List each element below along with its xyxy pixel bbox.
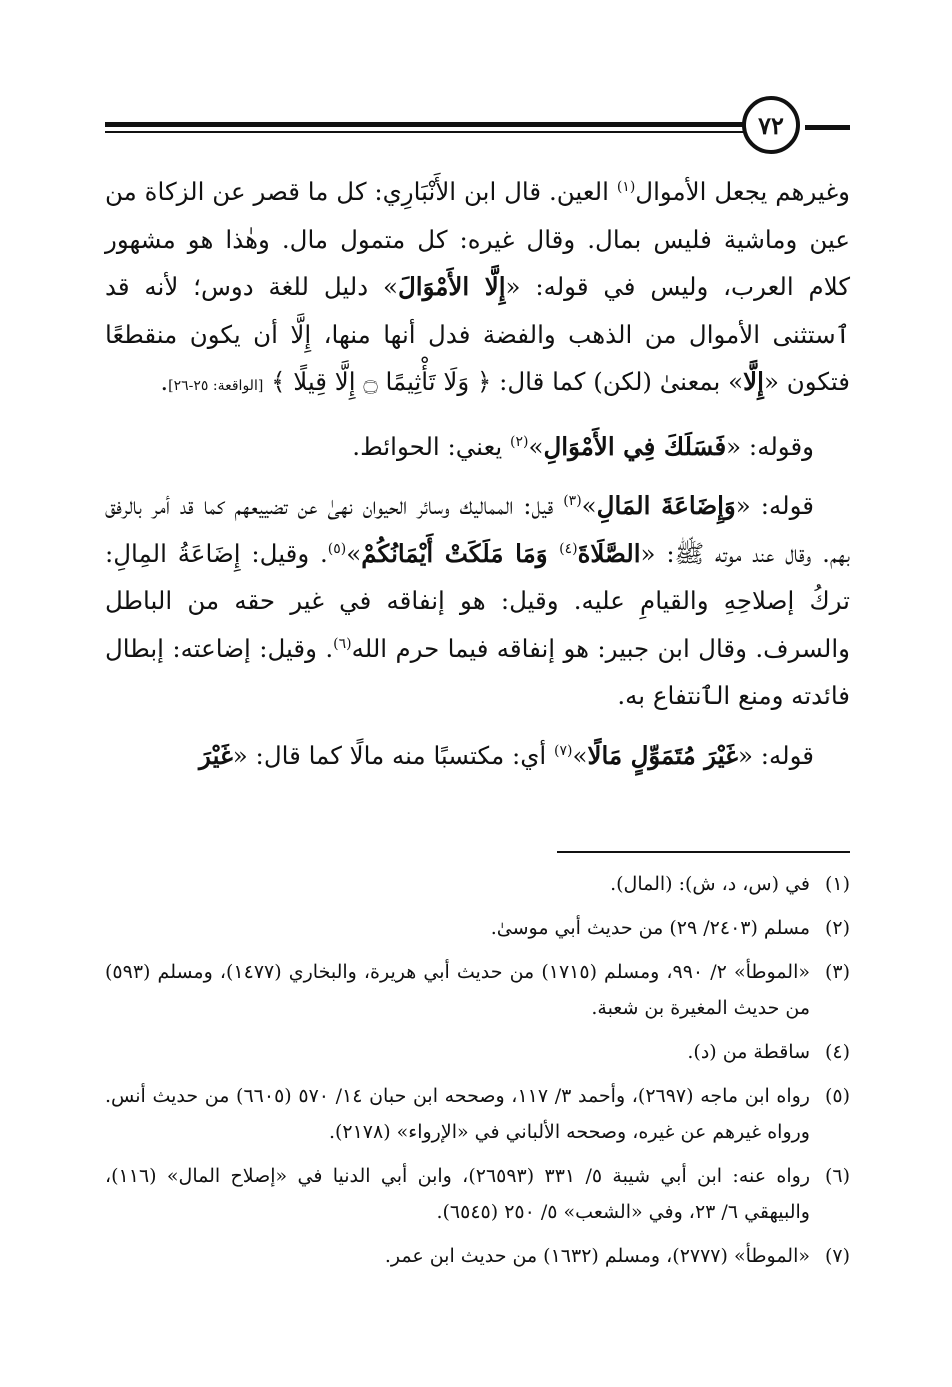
quoted-phrase: وَمَا مَلَكَتْ أَيْمَانُكُمْ [361,538,560,568]
footnote-text: ساقطة من (د). [687,1041,810,1063]
text-run: أي: مكتسبًا منه مالًا كما قال: « [232,740,555,770]
text-run: قوله: « [735,491,814,520]
footnote-text: «الموطأ» (٢٧٧٧)، ومسلم (١٦٣٢) من حديث ابن عمر. [384,1245,810,1267]
footnote [105,1078,850,1150]
footnote-marker: (٦) [333,635,352,652]
text-run: » بمعنىٰ (لكن) كما قال: ﴿ وَلَا تَأْثِيمًا ۝ إِلَّا قِيلًا ﴾ [263,367,744,396]
text-run: » [346,538,362,568]
paragraph [105,482,850,720]
text-run: . [160,367,169,396]
text-run: يعني: الحوائط. [352,431,510,461]
text-run: العين. قال ابن الأَنْبَارِي: كل ما قصر عن الزكاة من عين وماشية فليس بمال. وقال غيره: كل متمول مال. وهٰذا هو مشهور كلام العرب، وليس في قوله: « [105,177,850,301]
text-run: » [581,491,597,520]
footnote [105,866,850,902]
footnote-text: «الموطأ» ٢/ ٩٩٠، ومسلم (١٧١٥) من حديث أبي هريرة، والبخاري (١٤٧٧)، ومسلم (٥٩٣) من حديث المغيرة بن شعبة. [105,961,810,1019]
quoted-phrase: الصَّلَاةَ [577,538,641,568]
header-rule-right [805,125,850,130]
footnote-text: مسلم (٢٤٠٣/ ٢٩) من حديث أبي موسىٰ. [490,917,810,939]
footnote [105,954,850,1026]
footnote [105,1238,850,1274]
page-number: ٧٢ [742,96,800,154]
footnote-marker: (٢) [510,433,529,450]
page-header [105,96,850,160]
text-run: قيل: المماليك وسائر الحيوان نهىٰ عن تضييعهم كما قد أمر بالرفق بهم. وقال عند موته ﷺ: « [105,491,850,568]
footnote-number: (٧) [824,1245,850,1267]
footnote-marker: (٣) [563,492,582,509]
text-run: » [528,431,544,461]
footnotes [105,866,850,1282]
footnote-marker: (١) [616,178,636,195]
footnote-divider [557,851,850,853]
footnote-marker: (٥) [327,540,347,557]
text-run: وقوله: « [726,431,814,461]
text-run: . وقيل: إِضَاعَةُ المِالِ: تركُ إصلاحِهِ والقيامِ عليه. وقيل: هو إنفاقه في غير حقه من الباطل والسرف. وقال ابن جبير: هو إنفاقه فيما حرم الله [105,538,850,663]
paragraph [105,168,850,411]
footnote-text: رواه ابن ماجه (٢٦٩٧)، وأحمد ٣/ ١١٧، وصححه ابن حبان ١٤/ ٥٧٠ (٦٦٠٥) من حديث أنس. ورواه غيرهم عن غيره، وصححه الألباني في «الإرواء» (٢١٧٨). [105,1085,810,1143]
footnote-number: (١) [824,873,850,895]
footnote-text: رواه عنه: ابن أبي شيبة ٥/ ٣٣١ (٢٦٥٩٣)، وابن أبي الدنيا في «إصلاح المال» (١١٦)، والبيهقي ٦/ ٢٣، وفي «الشعب» ٥/ ٢٥٠ (٦٥٤٥). [105,1165,810,1223]
footnote-number: (٢) [824,917,850,939]
quoted-phrase: غَيْرَ مُتَمَوِّلٍ مَالًا [587,740,738,770]
text-run: » دليل للغة دوس؛ لأنه قد ٱستثنى الأموال من الذهب والفضة فدل أنها منها، إِلَّا أن يكون منقطعًا فتكون « [105,272,850,396]
paragraph [105,423,850,471]
footnote-number: (٣) [824,961,850,983]
quoted-phrase: فَسَلَكَ فِي الأَمْوَالِ [543,431,727,461]
paragraph [105,732,850,780]
footnote [105,1158,850,1230]
footnote [105,1034,850,1070]
footnote-number: (٤) [824,1041,850,1063]
header-rule-thick [105,122,745,127]
quoted-phrase: وَإِضَاعَةَ المَالِ [596,491,736,520]
footnote-marker: (٧) [554,742,573,759]
header-rule-thin [105,131,745,133]
verse-reference: [الواقعة: ٢٥-٢٦] [168,378,264,394]
footnote [105,910,850,946]
text-run: . وقيل: إضاعته: إبطال فائدته ومنع الٱنتفاع به. [105,633,850,710]
text-run: وغيرهم يجعل الأموال [635,177,851,206]
footnote-number: (٦) [824,1165,850,1187]
quoted-phrase: غَيْرَ [199,740,233,770]
text-run: قوله: « [737,740,814,770]
footnote-number: (٥) [824,1085,850,1107]
quoted-phrase: إِلَّا الأَمْوَالَ [397,272,506,301]
footnote-marker: (٤) [559,540,578,557]
footnote-text: في (س، د، ش): (المال). [610,873,810,895]
quoted-phrase: إِلَّا [743,367,764,396]
main-text [105,168,850,791]
text-run: » [572,740,588,770]
